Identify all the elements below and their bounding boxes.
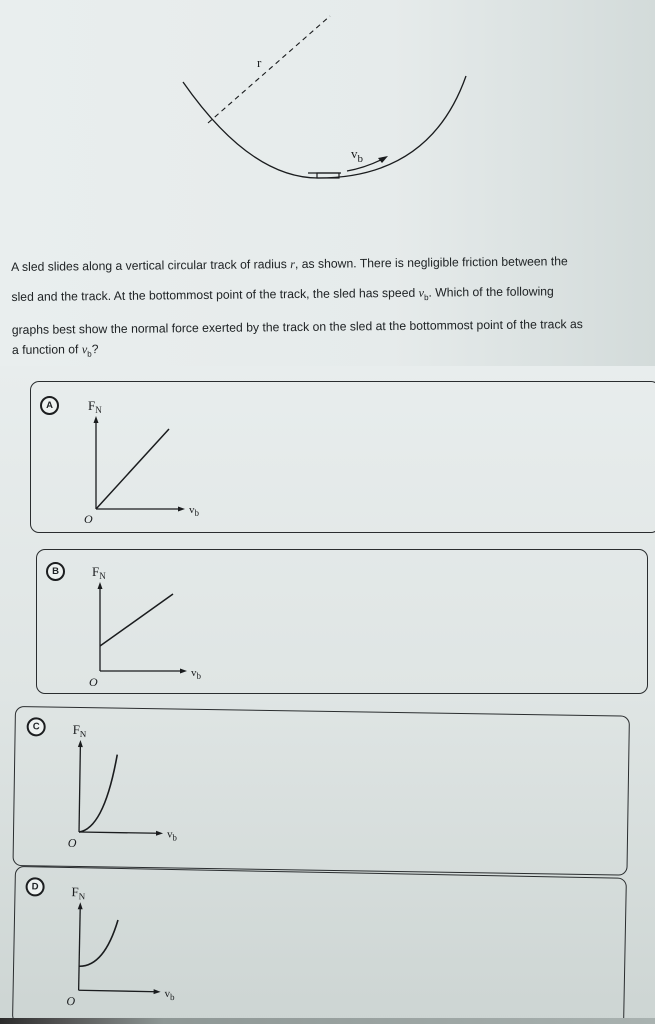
data-curve (79, 919, 118, 967)
y-axis (79, 906, 81, 990)
option-d-graph (58, 874, 210, 1007)
origin-label: O (84, 512, 93, 526)
question-line-2: sled and the track. At the bottommost point of the track, the sled has speed $v_b$. Which of the following (11, 284, 554, 304)
question-line-3: graphs best show the normal force exerted by the track on the sled at the bottommost point of the track as (11, 317, 583, 338)
option-c-letter-badge: C (27, 717, 46, 736)
answer-options (0, 366, 655, 1024)
question-line-4: a function of $v_b$? (11, 342, 99, 360)
x-axis-label: $v_b$ (191, 667, 201, 681)
option-c[interactable] (12, 706, 629, 876)
photo-edge (0, 1018, 655, 1024)
x-axis-arrow-icon (178, 507, 185, 512)
option-d-letter-badge: D (25, 877, 44, 896)
y-axis-label: $F_N$ (88, 398, 102, 415)
y-axis (79, 744, 80, 832)
option-a-letter-badge: A (40, 396, 59, 415)
option-a-graph (81, 392, 231, 526)
circular-track-diagram (0, 0, 655, 200)
option-c-graph (59, 714, 211, 850)
x-axis-arrow-icon (180, 669, 187, 674)
option-a[interactable] (30, 381, 655, 533)
radius-line (208, 16, 330, 123)
x-axis-label: $v_b$ (166, 828, 178, 843)
x-axis (79, 832, 159, 833)
track-arc (183, 76, 466, 178)
radius-label: r (257, 55, 262, 70)
option-b-graph (85, 558, 235, 688)
question-line-1: A sled slides along a vertical circular track of radius r, as shown. There is negligible friction between the (11, 254, 568, 274)
arrowhead-icon (378, 156, 388, 163)
question-text (11, 247, 652, 369)
option-d[interactable] (12, 866, 627, 1024)
y-axis-label: $F_N$ (71, 884, 86, 902)
y-axis-label: $F_N$ (92, 564, 106, 581)
y-axis-arrow-icon (94, 416, 99, 423)
origin-label: O (67, 835, 77, 850)
data-line (100, 594, 173, 646)
option-b[interactable] (36, 549, 648, 694)
question-section (0, 0, 655, 366)
origin-label: O (89, 675, 98, 689)
x-axis-label: $v_b$ (164, 987, 175, 1003)
y-axis-arrow-icon (78, 740, 83, 747)
y-axis-arrow-icon (78, 902, 83, 909)
x-axis-arrow-icon (156, 831, 163, 836)
option-b-letter-badge: B (46, 562, 65, 581)
data-line (96, 429, 169, 509)
x-axis-arrow-icon (154, 989, 161, 994)
y-axis-arrow-icon (98, 582, 103, 589)
data-curve (79, 754, 117, 833)
y-axis-label: $F_N$ (72, 721, 87, 740)
velocity-label: $v_b$ (351, 146, 363, 165)
x-axis-label: $v_b$ (189, 504, 199, 518)
origin-label: O (66, 994, 76, 1009)
x-axis (79, 990, 157, 991)
